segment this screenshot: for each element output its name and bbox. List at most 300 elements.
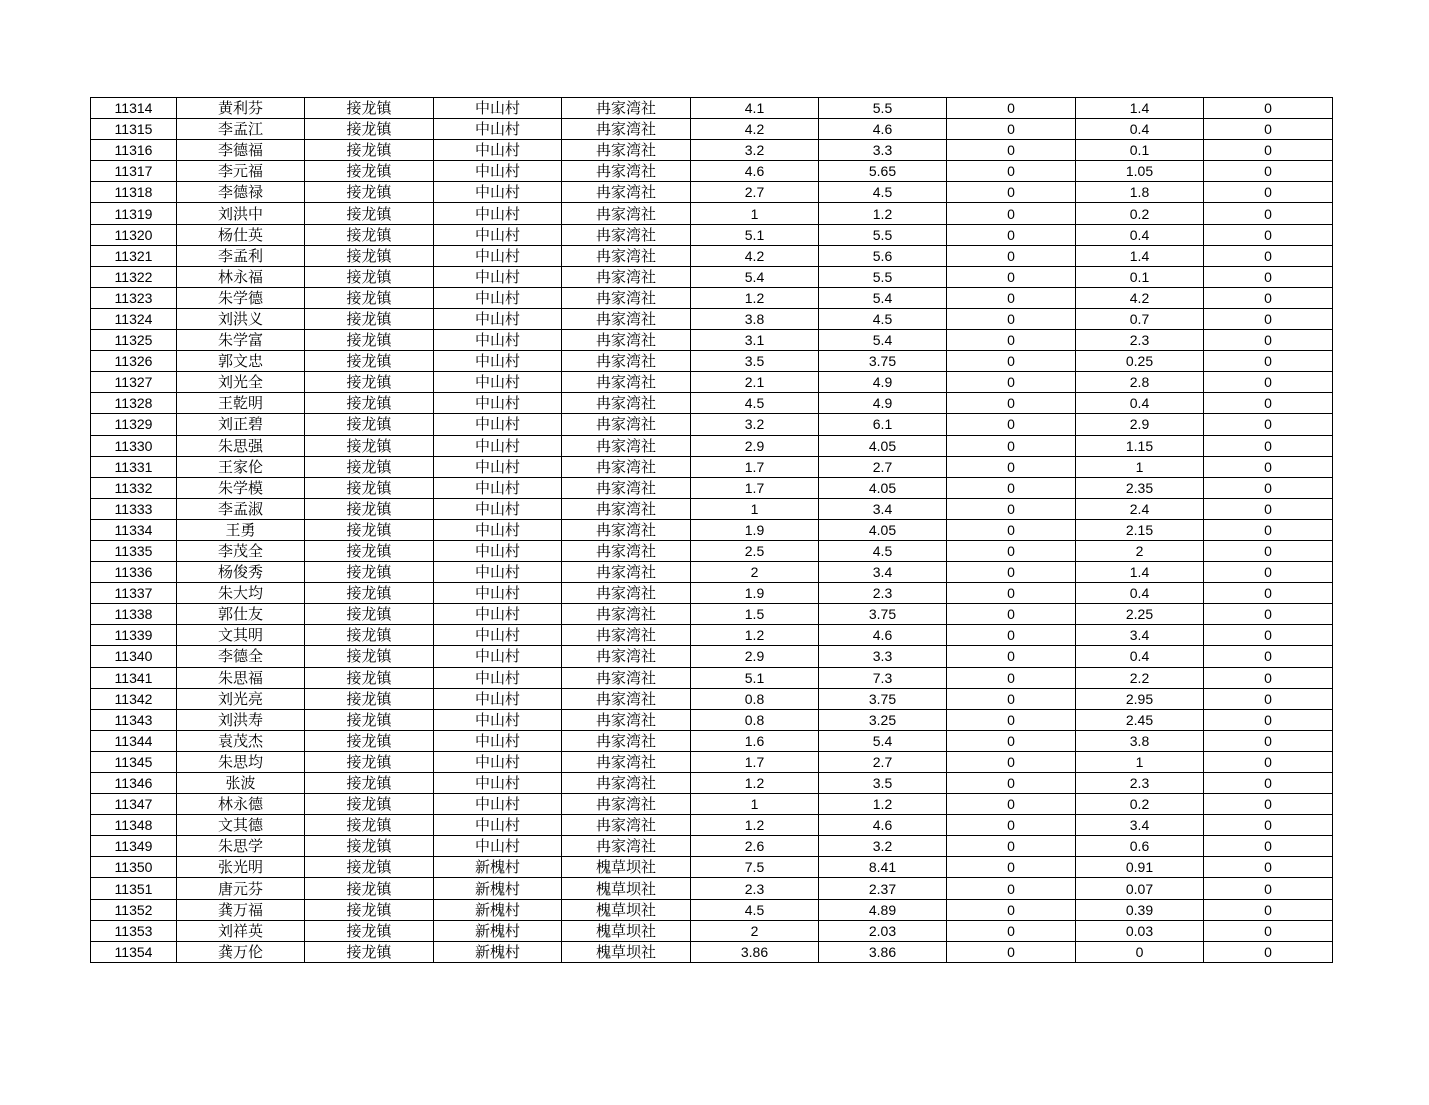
cell-v2: 3.75 [819,604,947,625]
table-row [91,435,1333,456]
cell-v2: 3.4 [819,562,947,583]
cell-village: 中山村 [434,667,562,688]
cell-v1: 2 [691,920,819,941]
cell-name: 刘洪中 [177,203,305,224]
cell-v2: 5.5 [819,98,947,119]
cell-group: 冉家湾社 [562,203,691,224]
table-row [91,266,1333,287]
cell-v5: 0 [1204,815,1333,836]
cell-v5: 0 [1204,540,1333,561]
table-row [91,519,1333,540]
cell-v3: 0 [947,330,1076,351]
cell-v4: 4.2 [1076,287,1204,308]
cell-group: 冉家湾社 [562,604,691,625]
cell-v1: 1.7 [691,456,819,477]
cell-v4: 0.07 [1076,878,1204,899]
cell-v5: 0 [1204,730,1333,751]
cell-town: 接龙镇 [305,709,434,730]
cell-v3: 0 [947,604,1076,625]
table-row [91,709,1333,730]
cell-v2: 4.9 [819,372,947,393]
cell-v3: 0 [947,161,1076,182]
cell-v5: 0 [1204,351,1333,372]
cell-village: 中山村 [434,351,562,372]
table-row [91,815,1333,836]
cell-id: 11345 [91,751,177,772]
cell-v4: 0 [1076,941,1204,962]
cell-village: 中山村 [434,245,562,266]
cell-town: 接龙镇 [305,941,434,962]
cell-id: 11335 [91,540,177,561]
cell-id: 11346 [91,773,177,794]
cell-v4: 0.1 [1076,140,1204,161]
cell-id: 11321 [91,245,177,266]
cell-name: 朱思均 [177,751,305,772]
cell-v4: 2.45 [1076,709,1204,730]
cell-group: 冉家湾社 [562,161,691,182]
cell-v2: 4.6 [819,625,947,646]
cell-town: 接龙镇 [305,625,434,646]
cell-v2: 7.3 [819,667,947,688]
table-row [91,161,1333,182]
cell-v5: 0 [1204,287,1333,308]
cell-v5: 0 [1204,393,1333,414]
cell-v1: 0.8 [691,688,819,709]
table-body [91,98,1333,963]
table-row [91,182,1333,203]
cell-town: 接龙镇 [305,730,434,751]
cell-village: 中山村 [434,773,562,794]
cell-name: 刘洪义 [177,308,305,329]
cell-v2: 2.37 [819,878,947,899]
cell-town: 接龙镇 [305,498,434,519]
cell-v4: 2.3 [1076,330,1204,351]
cell-town: 接龙镇 [305,646,434,667]
cell-town: 接龙镇 [305,562,434,583]
cell-id: 11347 [91,794,177,815]
cell-group: 槐草坝社 [562,878,691,899]
cell-v4: 2.35 [1076,477,1204,498]
table-row [91,140,1333,161]
cell-village: 中山村 [434,393,562,414]
cell-town: 接龙镇 [305,330,434,351]
cell-v5: 0 [1204,330,1333,351]
cell-village: 中山村 [434,435,562,456]
table-row [91,583,1333,604]
cell-village: 新槐村 [434,857,562,878]
cell-id: 11332 [91,477,177,498]
cell-name: 刘洪寿 [177,709,305,730]
cell-group: 冉家湾社 [562,98,691,119]
cell-group: 冉家湾社 [562,435,691,456]
cell-village: 中山村 [434,625,562,646]
cell-v2: 3.2 [819,836,947,857]
cell-v1: 2.9 [691,646,819,667]
cell-v3: 0 [947,498,1076,519]
cell-village: 中山村 [434,330,562,351]
cell-town: 接龙镇 [305,540,434,561]
cell-town: 接龙镇 [305,667,434,688]
cell-v1: 1.7 [691,477,819,498]
cell-v4: 1.15 [1076,435,1204,456]
cell-v3: 0 [947,773,1076,794]
cell-v2: 2.7 [819,751,947,772]
cell-name: 朱学模 [177,477,305,498]
cell-v5: 0 [1204,920,1333,941]
cell-town: 接龙镇 [305,266,434,287]
cell-v4: 0.4 [1076,646,1204,667]
cell-id: 11329 [91,414,177,435]
cell-v3: 0 [947,308,1076,329]
cell-v5: 0 [1204,667,1333,688]
table-row [91,625,1333,646]
cell-name: 李德禄 [177,182,305,203]
cell-id: 11315 [91,119,177,140]
cell-village: 中山村 [434,224,562,245]
cell-village: 中山村 [434,287,562,308]
cell-v3: 0 [947,562,1076,583]
table-row [91,98,1333,119]
cell-v2: 3.5 [819,773,947,794]
cell-v2: 3.4 [819,498,947,519]
table-row [91,941,1333,962]
cell-group: 槐草坝社 [562,857,691,878]
cell-v5: 0 [1204,709,1333,730]
cell-v4: 0.1 [1076,266,1204,287]
cell-v1: 1.5 [691,604,819,625]
cell-town: 接龙镇 [305,456,434,477]
cell-town: 接龙镇 [305,182,434,203]
cell-v2: 5.6 [819,245,947,266]
cell-v1: 2.1 [691,372,819,393]
cell-v1: 1.2 [691,815,819,836]
cell-v5: 0 [1204,435,1333,456]
cell-town: 接龙镇 [305,119,434,140]
cell-v4: 0.2 [1076,794,1204,815]
cell-name: 黄利芬 [177,98,305,119]
cell-town: 接龙镇 [305,519,434,540]
cell-town: 接龙镇 [305,393,434,414]
cell-v2: 5.5 [819,266,947,287]
cell-id: 11336 [91,562,177,583]
cell-v3: 0 [947,477,1076,498]
cell-village: 中山村 [434,583,562,604]
cell-v5: 0 [1204,604,1333,625]
table-row [91,287,1333,308]
cell-v5: 0 [1204,98,1333,119]
cell-village: 中山村 [434,709,562,730]
cell-town: 接龙镇 [305,878,434,899]
cell-v5: 0 [1204,161,1333,182]
table-row [91,920,1333,941]
table-row [91,773,1333,794]
table-row [91,245,1333,266]
cell-name: 朱思福 [177,667,305,688]
cell-v5: 0 [1204,583,1333,604]
cell-group: 冉家湾社 [562,709,691,730]
cell-v5: 0 [1204,245,1333,266]
cell-village: 新槐村 [434,920,562,941]
cell-group: 冉家湾社 [562,498,691,519]
cell-v2: 3.3 [819,646,947,667]
cell-id: 11316 [91,140,177,161]
cell-v5: 0 [1204,477,1333,498]
cell-group: 冉家湾社 [562,477,691,498]
cell-town: 接龙镇 [305,899,434,920]
cell-v4: 2.15 [1076,519,1204,540]
cell-v3: 0 [947,372,1076,393]
cell-village: 中山村 [434,540,562,561]
cell-v1: 1.9 [691,583,819,604]
cell-v2: 3.75 [819,688,947,709]
cell-id: 11333 [91,498,177,519]
cell-v4: 0.7 [1076,308,1204,329]
cell-town: 接龙镇 [305,245,434,266]
cell-v5: 0 [1204,857,1333,878]
cell-v3: 0 [947,414,1076,435]
cell-village: 中山村 [434,203,562,224]
cell-village: 中山村 [434,604,562,625]
cell-v4: 0.4 [1076,119,1204,140]
cell-group: 冉家湾社 [562,245,691,266]
cell-v3: 0 [947,920,1076,941]
cell-id: 11354 [91,941,177,962]
cell-village: 中山村 [434,98,562,119]
cell-v5: 0 [1204,498,1333,519]
table-row [91,540,1333,561]
cell-town: 接龙镇 [305,836,434,857]
cell-v1: 4.2 [691,119,819,140]
cell-village: 中山村 [434,498,562,519]
cell-v4: 2.95 [1076,688,1204,709]
cell-group: 冉家湾社 [562,393,691,414]
cell-v3: 0 [947,794,1076,815]
cell-group: 冉家湾社 [562,688,691,709]
cell-group: 冉家湾社 [562,414,691,435]
cell-name: 李元福 [177,161,305,182]
cell-town: 接龙镇 [305,224,434,245]
cell-v2: 3.75 [819,351,947,372]
cell-name: 朱学富 [177,330,305,351]
cell-group: 冉家湾社 [562,224,691,245]
cell-id: 11330 [91,435,177,456]
cell-v3: 0 [947,182,1076,203]
cell-v4: 2.8 [1076,372,1204,393]
cell-v1: 2.9 [691,435,819,456]
cell-town: 接龙镇 [305,351,434,372]
cell-name: 朱思学 [177,836,305,857]
cell-v5: 0 [1204,182,1333,203]
cell-town: 接龙镇 [305,203,434,224]
cell-group: 冉家湾社 [562,351,691,372]
cell-v4: 3.8 [1076,730,1204,751]
cell-id: 11351 [91,878,177,899]
cell-village: 中山村 [434,794,562,815]
cell-village: 中山村 [434,730,562,751]
cell-v4: 0.4 [1076,393,1204,414]
cell-group: 冉家湾社 [562,140,691,161]
cell-id: 11352 [91,899,177,920]
cell-v1: 5.1 [691,667,819,688]
cell-village: 中山村 [434,688,562,709]
cell-group: 冉家湾社 [562,773,691,794]
table-row [91,836,1333,857]
table-row [91,794,1333,815]
cell-group: 冉家湾社 [562,815,691,836]
cell-group: 冉家湾社 [562,583,691,604]
cell-town: 接龙镇 [305,751,434,772]
cell-v3: 0 [947,224,1076,245]
cell-v1: 4.5 [691,393,819,414]
cell-v2: 4.6 [819,815,947,836]
cell-v5: 0 [1204,119,1333,140]
cell-village: 中山村 [434,414,562,435]
cell-town: 接龙镇 [305,604,434,625]
cell-group: 冉家湾社 [562,287,691,308]
cell-town: 接龙镇 [305,414,434,435]
cell-name: 张波 [177,773,305,794]
cell-id: 11318 [91,182,177,203]
cell-id: 11322 [91,266,177,287]
cell-v2: 1.2 [819,203,947,224]
cell-town: 接龙镇 [305,161,434,182]
cell-village: 中山村 [434,477,562,498]
cell-name: 李德福 [177,140,305,161]
cell-v3: 0 [947,456,1076,477]
cell-v3: 0 [947,540,1076,561]
cell-v3: 0 [947,751,1076,772]
cell-v2: 3.86 [819,941,947,962]
cell-id: 11340 [91,646,177,667]
cell-v1: 5.1 [691,224,819,245]
cell-group: 冉家湾社 [562,646,691,667]
cell-v2: 5.4 [819,287,947,308]
cell-id: 11341 [91,667,177,688]
cell-name: 郭仕友 [177,604,305,625]
cell-v1: 4.1 [691,98,819,119]
cell-group: 冉家湾社 [562,625,691,646]
cell-village: 中山村 [434,562,562,583]
table-row [91,456,1333,477]
cell-id: 11327 [91,372,177,393]
cell-v5: 0 [1204,625,1333,646]
cell-v4: 0.2 [1076,203,1204,224]
cell-village: 新槐村 [434,941,562,962]
cell-name: 张光明 [177,857,305,878]
cell-v2: 2.7 [819,456,947,477]
cell-v5: 0 [1204,224,1333,245]
cell-v2: 4.6 [819,119,947,140]
cell-v1: 1 [691,794,819,815]
cell-town: 接龙镇 [305,98,434,119]
cell-village: 中山村 [434,119,562,140]
cell-id: 11328 [91,393,177,414]
cell-v2: 5.5 [819,224,947,245]
cell-v3: 0 [947,899,1076,920]
cell-village: 中山村 [434,140,562,161]
cell-v3: 0 [947,519,1076,540]
cell-name: 林永德 [177,794,305,815]
cell-v1: 1.6 [691,730,819,751]
cell-v1: 1 [691,498,819,519]
cell-v4: 1 [1076,751,1204,772]
cell-v5: 0 [1204,836,1333,857]
cell-id: 11339 [91,625,177,646]
cell-v1: 2.6 [691,836,819,857]
cell-group: 槐草坝社 [562,920,691,941]
cell-v5: 0 [1204,456,1333,477]
cell-v4: 3.4 [1076,815,1204,836]
cell-name: 杨仕英 [177,224,305,245]
table-row [91,224,1333,245]
cell-group: 冉家湾社 [562,519,691,540]
cell-v1: 1.7 [691,751,819,772]
cell-village: 中山村 [434,182,562,203]
cell-v4: 0.91 [1076,857,1204,878]
cell-v1: 2.7 [691,182,819,203]
cell-v5: 0 [1204,773,1333,794]
cell-name: 文其德 [177,815,305,836]
cell-v2: 4.05 [819,435,947,456]
table-row [91,393,1333,414]
cell-v5: 0 [1204,878,1333,899]
cell-id: 11349 [91,836,177,857]
data-table [90,97,1333,963]
table-row [91,646,1333,667]
cell-v3: 0 [947,836,1076,857]
cell-v5: 0 [1204,941,1333,962]
cell-town: 接龙镇 [305,477,434,498]
cell-v3: 0 [947,878,1076,899]
table-row [91,562,1333,583]
cell-name: 朱学德 [177,287,305,308]
cell-v2: 6.1 [819,414,947,435]
table-row [91,604,1333,625]
cell-village: 新槐村 [434,899,562,920]
cell-v2: 1.2 [819,794,947,815]
cell-village: 中山村 [434,815,562,836]
cell-town: 接龙镇 [305,372,434,393]
cell-v3: 0 [947,857,1076,878]
cell-v4: 0.4 [1076,224,1204,245]
cell-group: 冉家湾社 [562,456,691,477]
cell-v2: 4.9 [819,393,947,414]
cell-town: 接龙镇 [305,857,434,878]
cell-v4: 3.4 [1076,625,1204,646]
cell-town: 接龙镇 [305,435,434,456]
cell-name: 文其明 [177,625,305,646]
cell-v4: 2.25 [1076,604,1204,625]
cell-v5: 0 [1204,308,1333,329]
cell-v5: 0 [1204,414,1333,435]
cell-town: 接龙镇 [305,308,434,329]
cell-village: 中山村 [434,519,562,540]
table-row [91,330,1333,351]
cell-v1: 1.2 [691,287,819,308]
cell-v2: 5.4 [819,330,947,351]
cell-id: 11331 [91,456,177,477]
cell-v3: 0 [947,140,1076,161]
cell-id: 11324 [91,308,177,329]
table-row [91,498,1333,519]
cell-v1: 0.8 [691,709,819,730]
cell-group: 冉家湾社 [562,119,691,140]
cell-v2: 5.4 [819,730,947,751]
cell-v5: 0 [1204,899,1333,920]
cell-v3: 0 [947,393,1076,414]
table-row [91,878,1333,899]
cell-v4: 1.4 [1076,98,1204,119]
